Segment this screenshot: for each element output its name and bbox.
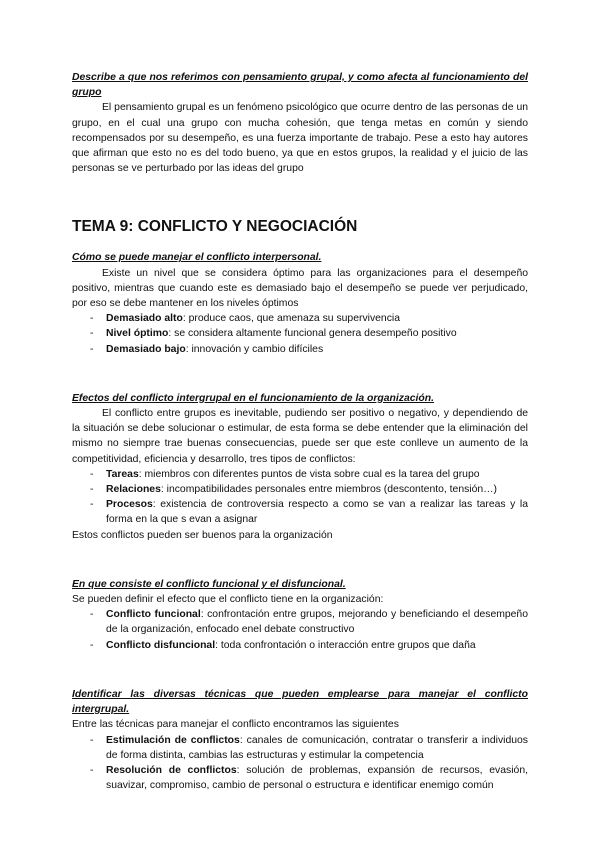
question-heading: Efectos del conflicto intergrupal en el funcionamiento de la organización. bbox=[72, 392, 434, 404]
dash-bullet: - bbox=[90, 764, 94, 776]
paragraph: Se pueden definir el efecto que el conflicto tiene en la organización: bbox=[72, 594, 384, 606]
definition: : canales de comunicación, contratar o transferir a individuos de forma distinta, cambias las estructuras y estimular la competencia bbox=[106, 734, 529, 761]
paragraph: El pensamiento grupal es un fenómeno psicológico que ocurre dentro de las personas de un grupo, en el cual una grupo con mucha cohesión, que tenga metas en común y siendo recompensados por su desempeño, es una fuerza importante de trabajo. Pese a esto hay autores que afirman que esto no es del todo bueno, ya que en estos grupos, la realidad y el juicio de las personas se ve perturbado por las ideas del grupo bbox=[72, 102, 528, 175]
chapter-title: TEMA 9: CONFLICTO Y NEGOCIACIÓN bbox=[72, 218, 358, 236]
list-item bbox=[72, 638, 528, 653]
paragraph: El conflicto entre grupos es inevitable, pudiendo ser positivo o negativo, y dependiendo de la situación se debe solucionar o estimular, de esta forma se debe entender que la eliminación del mismo no siempre trae buenas consecuencias, puede ser que este conlleve un aumento de la competitividad, eficiencia y desarrollo, tres tipos de conflictos: bbox=[72, 408, 528, 465]
document-page bbox=[72, 70, 528, 793]
list-item bbox=[72, 733, 528, 763]
dash-bullet: - bbox=[90, 734, 94, 746]
term: Tareas bbox=[106, 468, 139, 480]
term: Demasiado alto bbox=[106, 313, 183, 325]
list-item bbox=[72, 607, 528, 637]
dash-bullet: - bbox=[90, 609, 94, 621]
paragraph: Entre las técnicas para manejar el conflicto encontramos las siguientes bbox=[72, 719, 399, 731]
list-item bbox=[72, 326, 528, 341]
question-heading: Cómo se puede manejar el conflicto interpersonal. bbox=[72, 252, 322, 264]
dash-bullet: - bbox=[90, 484, 94, 496]
bullet-list bbox=[72, 607, 528, 653]
question-heading: Identificar las diversas técnicas que pueden emplearse para manejar el conflicto intergrupal. bbox=[72, 688, 528, 716]
term: Conflicto disfuncional bbox=[106, 639, 216, 651]
paragraph: Estos conflictos pueden ser buenos para la organización bbox=[72, 529, 333, 541]
paragraph: Existe un nivel que se considera óptimo para las organizaciones para el desempeño positivo, mientras que cuando este es demasiado bajo el desempeño se puede ver perjudicado, por eso se debe mantener en los niveles óptimos bbox=[72, 267, 528, 310]
term: Relaciones bbox=[106, 484, 161, 496]
dash-bullet: - bbox=[90, 313, 94, 325]
term: Estimulación de conflictos bbox=[106, 734, 240, 746]
definition: : produce caos, que amenaza su supervivencia bbox=[182, 313, 400, 325]
list-item bbox=[72, 482, 528, 497]
definition: : innovación y cambio difíciles bbox=[185, 343, 324, 355]
list-item bbox=[72, 497, 528, 527]
question-heading: En que consiste el conflicto funcional y el disfuncional. bbox=[72, 578, 346, 590]
definition: : miembros con diferentes puntos de vista sobre cual es la tarea del grupo bbox=[138, 468, 480, 480]
list-item bbox=[72, 763, 528, 793]
bullet-list bbox=[72, 467, 528, 528]
definition: : solución de problemas, expansión de recursos, evasión, suavizar, compromiso, cambio de personal o estructura e identificar enemigo común bbox=[106, 764, 528, 792]
list-item bbox=[72, 342, 528, 357]
question-heading: Describe a que nos referimos con pensamiento grupal, y como afecta al funcionamiento del grupo bbox=[72, 72, 528, 99]
list-item bbox=[72, 467, 528, 482]
bullet-list bbox=[72, 311, 528, 357]
definition: : existencia de controversia respecto a como se van a realizar las tareas y la forma en la que s evan a asignar bbox=[106, 499, 528, 526]
definition: : toda confrontación o interacción entre grupos que daña bbox=[215, 639, 476, 651]
dash-bullet: - bbox=[90, 343, 94, 355]
term: Procesos bbox=[106, 499, 153, 511]
term: Demasiado bajo bbox=[106, 343, 186, 355]
definition: : se considera altamente funcional genera desempeño positivo bbox=[168, 328, 457, 340]
dash-bullet: - bbox=[90, 468, 94, 480]
dash-bullet: - bbox=[90, 328, 94, 340]
term: Nivel óptimo bbox=[106, 328, 169, 340]
definition: : confrontación entre grupos, mejorando y beneficiando el desempeño de la organización, enfocado enel debate constructivo bbox=[106, 609, 528, 636]
term: Conflicto funcional bbox=[106, 609, 201, 621]
dash-bullet: - bbox=[90, 499, 94, 511]
definition: : incompatibilidades personales entre miembros (descontento, tensión…) bbox=[160, 484, 498, 496]
bullet-list bbox=[72, 733, 528, 794]
list-item bbox=[72, 311, 528, 326]
term: Resolución de conflictos bbox=[106, 764, 237, 776]
dash-bullet: - bbox=[90, 639, 94, 651]
